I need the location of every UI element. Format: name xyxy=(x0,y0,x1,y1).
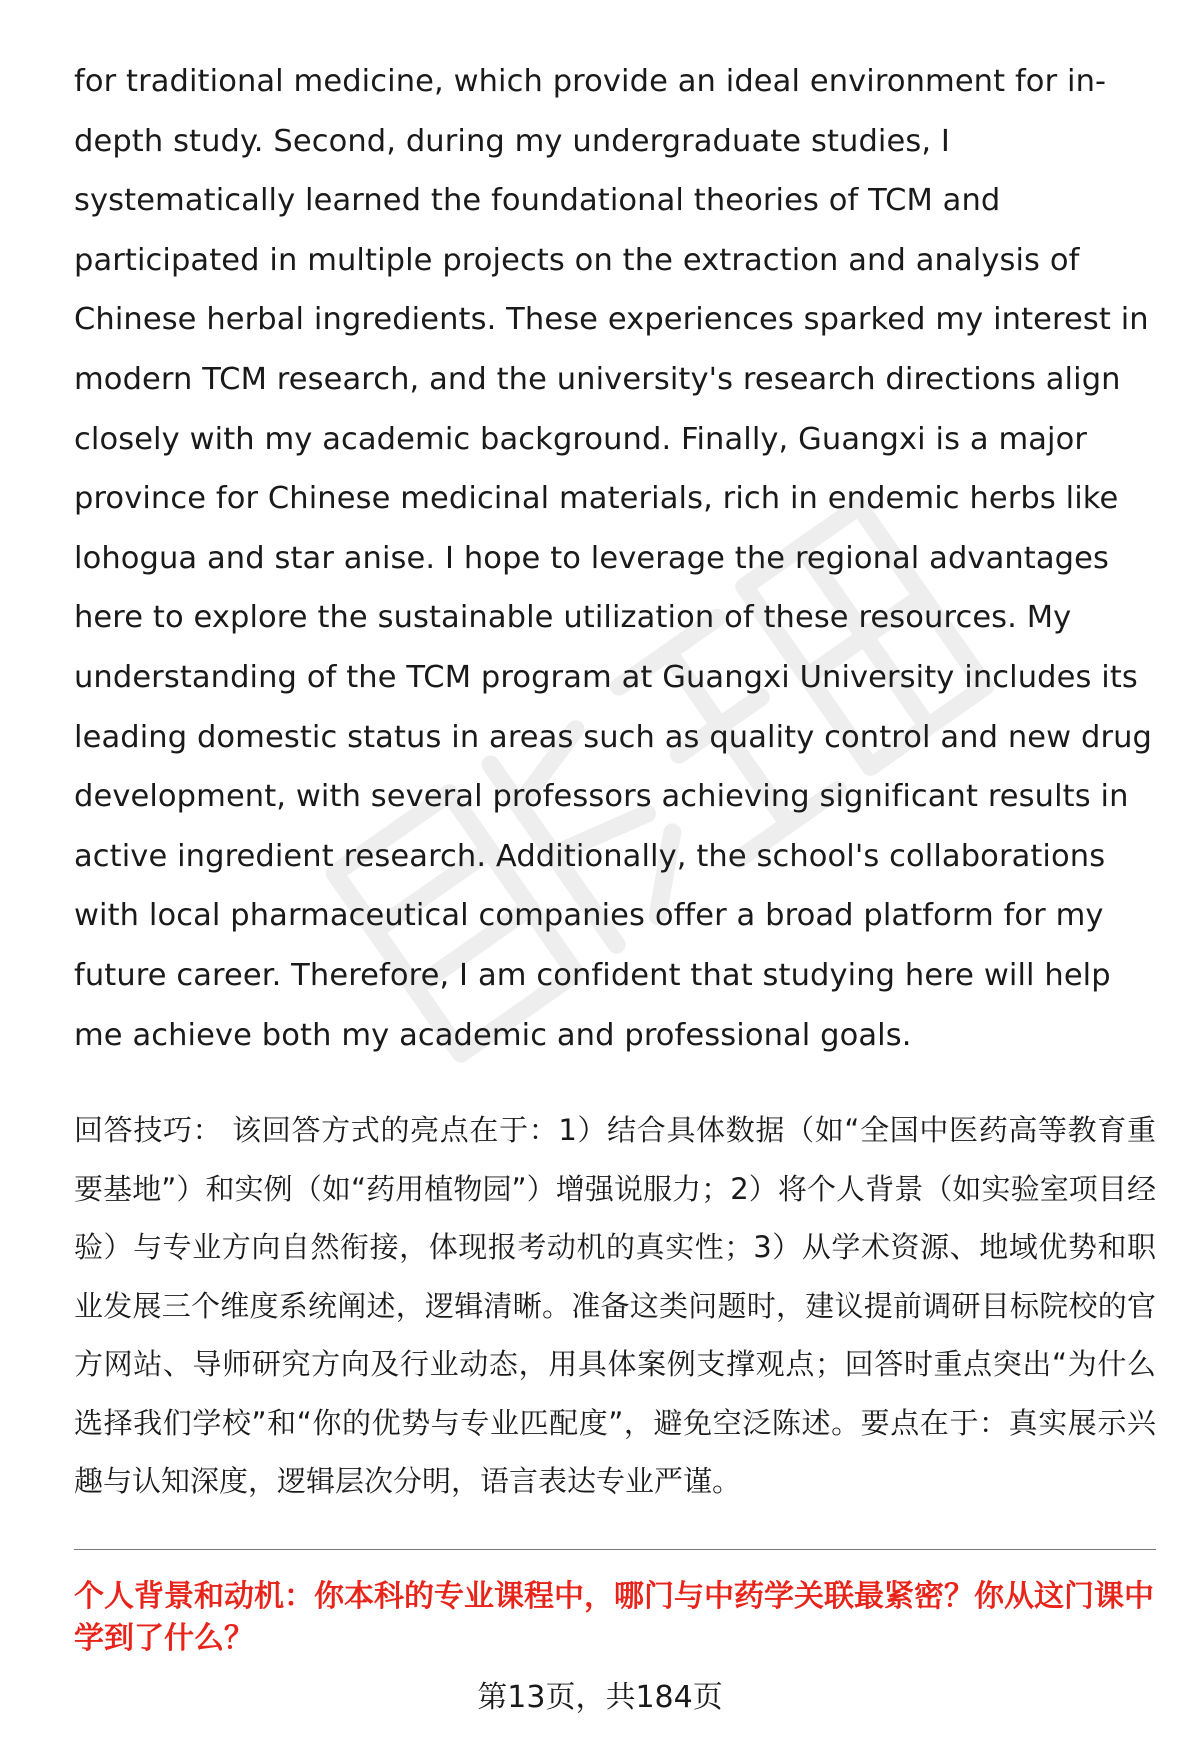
next-question-heading: 个人背景和动机：你本科的专业课程中，哪门与中药学关联最紧密？你从这门课中学到了什么？ xyxy=(74,1578,1154,1656)
answer-tips-paragraph: 回答技巧： 该回答方式的亮点在于：1）结合具体数据（如“全国中医药高等教育重要基地”）和实例（如“药用植物园”）增强说服力；2）将个人背景（如实验室项目经验）与专业方向自然衔接，体现报考动机的真实性；3）从学术资源、地域优势和职业发展三个维度系统阐述，逻辑清晰。准备这类问题时，建议提前调研目标院校的官方网站、导师研究方向及行业动态，用具体案例支撑观点；回答时重点突出“为什么选择我们学校”和“你的优势与专业匹配度”，避免空泛陈述。要点在于：真实展示兴趣与认知深度，逻辑层次分明，语言表达专业严谨。 xyxy=(74,1113,1156,1499)
page-content xyxy=(74,52,1156,1660)
page-number-footer: 第13页，共184页 xyxy=(477,1680,723,1715)
english-answer-paragraph: for traditional medicine, which provide an ideal environment for in-depth study. Second, during my undergraduate studies, I systematically learned the foundational theories of TCM and participated in multiple projects on the extraction and analysis of Chinese herbal ingredients. These experiences sparked my interest in modern TCM research, and the university's research directions align closely with my academic background. Finally, Guangxi is a major province for Chinese medicinal materials, rich in endemic herbs like lohogua and star anise. I hope to leverage the regional advantages here to explore the sustainable utilization of these resources. My understanding of the TCM program at Guangxi University includes its leading domestic status in areas such as quality control and new drug development, with several professors achieving significant results in active ingredient research. Additionally, the school's collaborations with local pharmaceutical companies offer a broad platform for my future career. Therefore, I am confident that studying here will help me achieve both my academic and professional goals. xyxy=(74,64,1152,1053)
section-divider xyxy=(74,1549,1156,1550)
